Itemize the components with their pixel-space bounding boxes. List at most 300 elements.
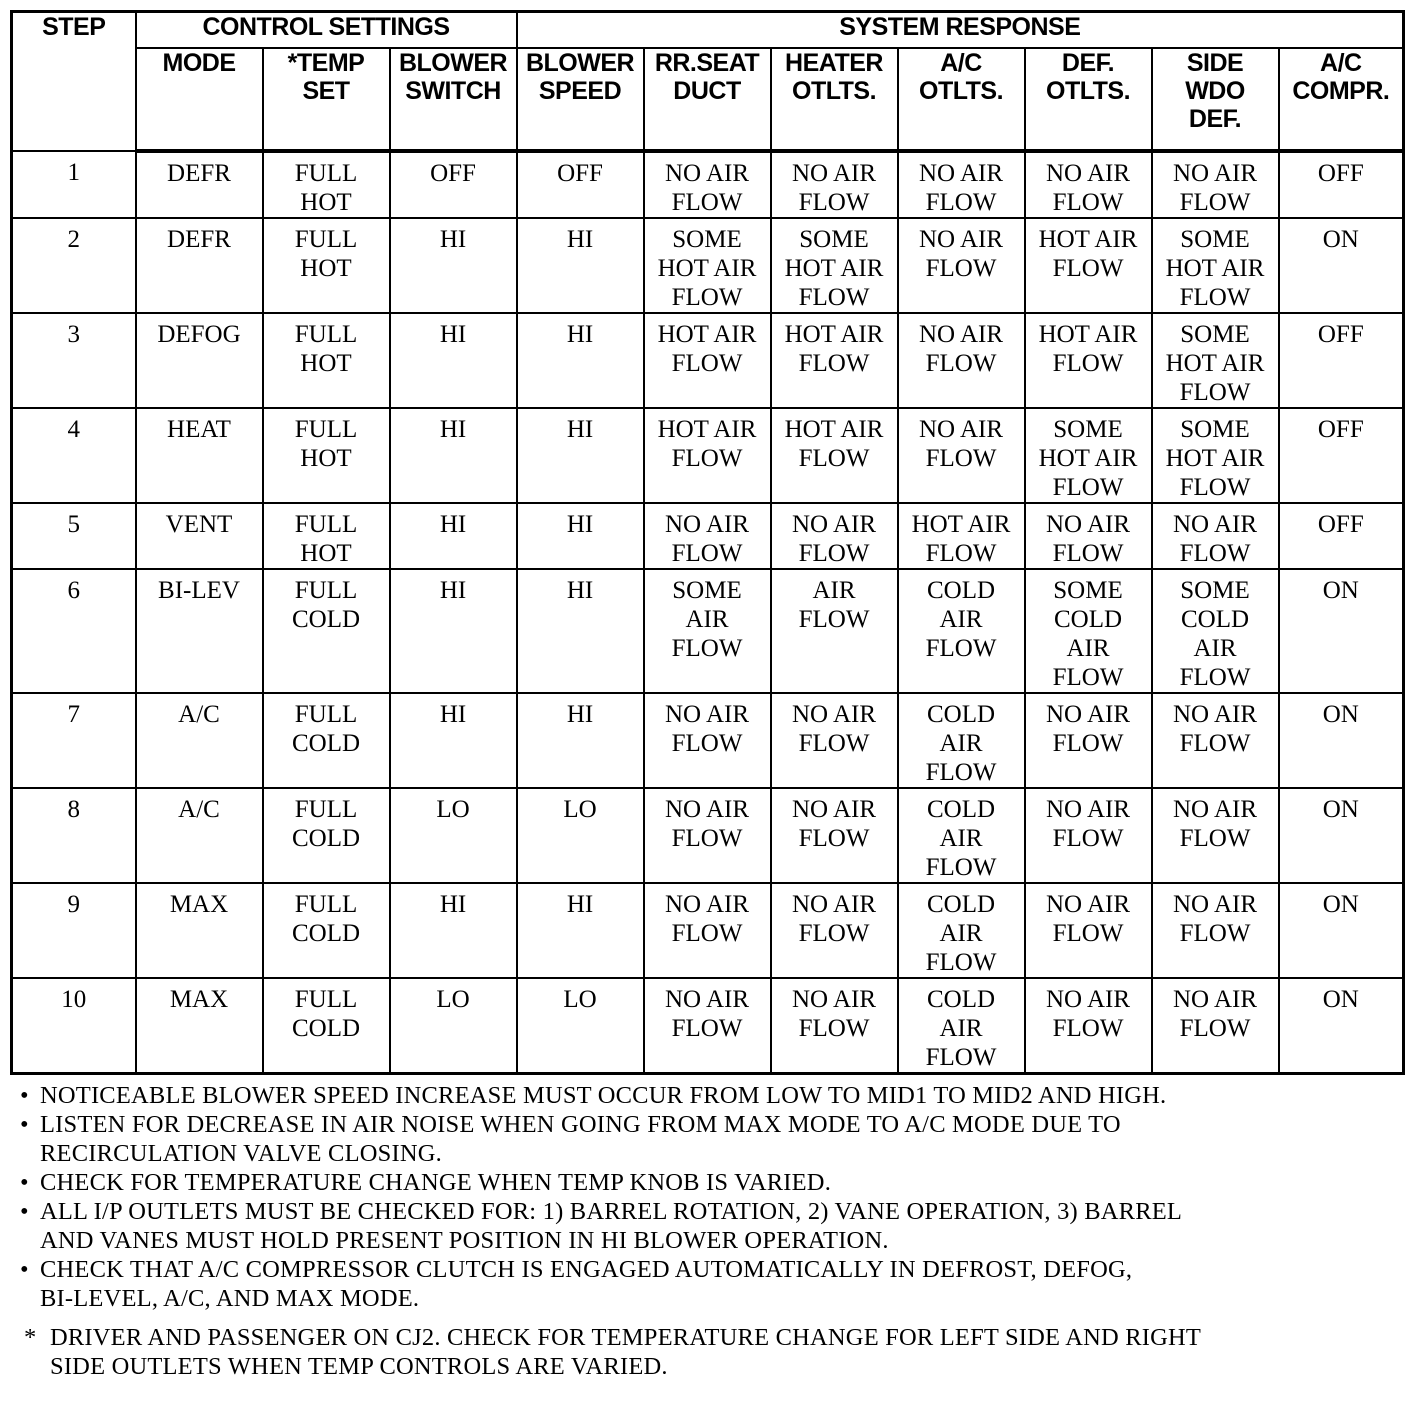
table-row (12, 503, 1404, 569)
cell-text-line: ON (1322, 701, 1359, 728)
cell-text-line: FULL (294, 986, 358, 1013)
cell-text-line: HOT (300, 540, 352, 567)
step-number-cell: 2 (12, 218, 136, 313)
cell-text-line: OFF (1317, 416, 1364, 443)
cell-text-line: SWITCH (405, 77, 501, 105)
cell-text-line: HI (439, 701, 467, 728)
rr-seat-duct-cell (644, 883, 771, 978)
cell-text-line: FULL (294, 701, 358, 728)
side-wdo-def-cell (1152, 883, 1279, 978)
cell-text-line: FLOW (925, 445, 997, 472)
cell-text-line: FLOW (1052, 825, 1124, 852)
cell-text-line: HI (566, 511, 594, 538)
cell-text-line: BLOWER (398, 49, 508, 77)
step-number-cell: 7 (12, 693, 136, 788)
heater-outlets-cell (771, 313, 898, 408)
heater-outlets-cell (771, 218, 898, 313)
cell-text-line: NO AIR (791, 891, 877, 918)
blower-speed-column-header (517, 48, 644, 151)
rr-seat-duct-cell (644, 569, 771, 693)
note-text-line: CHECK FOR TEMPERATURE CHANGE WHEN TEMP KNOB IS VARIED. (40, 1169, 832, 1196)
cell-text-line: HOT AIR (1038, 321, 1138, 348)
cell-text-line: COLD (926, 986, 996, 1013)
cell-text-line: DEF. (1061, 49, 1115, 77)
side-wdo-def-column-header (1152, 48, 1279, 151)
cell-text-line: HOT (300, 255, 352, 282)
table-row (12, 788, 1404, 883)
blower-speed-cell (517, 313, 644, 408)
cell-text-line: FULL (294, 577, 358, 604)
side-wdo-def-cell (1152, 218, 1279, 313)
cell-text-line: FLOW (671, 540, 743, 567)
mode-cell (136, 151, 263, 218)
cell-text-line: OFF (557, 160, 603, 187)
temp-set-cell (263, 313, 390, 408)
def-outlets-cell (1025, 408, 1152, 503)
cell-text-line: FLOW (671, 920, 743, 947)
cell-text-line: FLOW (798, 284, 870, 311)
cell-text-line: FLOW (1179, 920, 1251, 947)
cell-text-line: OFF (430, 160, 476, 187)
document-page (10, 10, 1404, 1381)
side-wdo-def-cell (1152, 503, 1279, 569)
ac-outlets-cell (898, 883, 1025, 978)
cell-text-line: ON (1322, 577, 1359, 604)
note-text-line: RECIRCULATION VALVE CLOSING. (40, 1140, 442, 1167)
heater-outlets-cell (771, 883, 898, 978)
cell-text-line: FLOW (925, 189, 997, 216)
cell-text-line: FLOW (671, 350, 743, 377)
ac-outlets-cell (898, 693, 1025, 788)
ac-compressor-cell (1279, 978, 1404, 1074)
cell-text-line: FLOW (798, 606, 870, 633)
cell-text-line: VENT (165, 511, 233, 538)
cell-text-line: HEATER (785, 49, 883, 77)
blower-switch-cell (390, 978, 517, 1074)
cell-text-line: NO AIR (791, 160, 877, 187)
blower-speed-cell (517, 151, 644, 218)
cell-text-line: FLOW (798, 540, 870, 567)
temp-set-column-header (263, 48, 390, 151)
cell-text-line: DEFOG (157, 321, 241, 348)
cell-text-line: SOME (1180, 416, 1250, 443)
cell-text-line: HOT AIR (657, 255, 757, 282)
cell-text-line: FULL (294, 416, 358, 443)
cell-text-line: NO AIR (918, 160, 1004, 187)
mode-cell (136, 313, 263, 408)
cell-text-line: FLOW (1052, 474, 1124, 501)
ac-outlets-cell (898, 408, 1025, 503)
cell-text-line: A/C (1320, 49, 1362, 77)
mode-cell (136, 408, 263, 503)
ac-outlets-cell (898, 978, 1025, 1074)
mode-cell (136, 788, 263, 883)
cell-text-line: FLOW (925, 540, 997, 567)
def-outlets-cell (1025, 788, 1152, 883)
cell-text-line: HOT AIR (784, 321, 884, 348)
blower-speed-cell (517, 978, 644, 1074)
cell-text-line: SOME (1180, 321, 1250, 348)
blower-switch-cell (390, 408, 517, 503)
mode-cell (136, 978, 263, 1074)
cell-text-line: FLOW (798, 825, 870, 852)
cell-text-line: FLOW (1052, 350, 1124, 377)
blower-switch-cell (390, 569, 517, 693)
cell-text-line: HI (566, 701, 594, 728)
cell-text-line: AIR (685, 606, 729, 633)
blower-speed-cell (517, 569, 644, 693)
cell-text-line: AIR (812, 577, 856, 604)
cell-text-line: HI (439, 511, 467, 538)
note-text-line: DRIVER AND PASSENGER ON CJ2. CHECK FOR TEMPERATURE CHANGE FOR LEFT SIDE AND RIGHT (50, 1324, 1202, 1351)
cell-text-line: NO AIR (791, 701, 877, 728)
cell-text-line: FLOW (1179, 540, 1251, 567)
ac-compressor-cell (1279, 883, 1404, 978)
cell-text-line: ON (1322, 226, 1359, 253)
rr-seat-duct-cell (644, 408, 771, 503)
def-outlets-cell (1025, 978, 1152, 1074)
ac-compressor-cell (1279, 218, 1404, 313)
cell-text-line: AIR (1066, 635, 1110, 662)
cell-text-line: NO AIR (918, 416, 1004, 443)
step-number-cell: 6 (12, 569, 136, 693)
cell-text-line: DEF. (1188, 105, 1242, 133)
cell-text-line: FULL (294, 226, 358, 253)
cell-text-line: FLOW (671, 189, 743, 216)
note-item (10, 1197, 1404, 1255)
blower-speed-cell (517, 408, 644, 503)
cell-text-line: NO AIR (1172, 891, 1258, 918)
cell-text-line: FLOW (925, 759, 997, 786)
cell-text-line: SIDE (1186, 49, 1244, 77)
side-wdo-def-cell (1152, 151, 1279, 218)
cell-text-line: OTLTS. (1046, 77, 1131, 105)
cell-text-line: OTLTS. (919, 77, 1004, 105)
blower-speed-cell (517, 693, 644, 788)
blower-speed-cell (517, 503, 644, 569)
cell-text-line: COLD (926, 701, 996, 728)
cell-text-line: NO AIR (664, 891, 750, 918)
cell-text-line: FLOW (1179, 474, 1251, 501)
cell-text-line: HI (439, 321, 467, 348)
cell-text-line: SPEED (538, 77, 622, 105)
mode-cell (136, 883, 263, 978)
cell-text-line: A/C (178, 701, 220, 728)
cell-text-line: FLOW (671, 730, 743, 757)
cell-text-line: NO AIR (664, 160, 750, 187)
bullet-marker: • (20, 1082, 29, 1109)
cell-text-line: FLOW (1179, 379, 1251, 406)
heater-outlets-column-header (771, 48, 898, 151)
cell-text-line: OFF (1317, 321, 1364, 348)
cell-text-line: NO AIR (791, 986, 877, 1013)
cell-text-line: HOT AIR (1165, 445, 1265, 472)
bullet-marker: • (20, 1256, 29, 1283)
ac-outlets-cell (898, 313, 1025, 408)
cell-text-line: FULL (294, 511, 358, 538)
cell-text-line: NO AIR (1172, 701, 1258, 728)
heater-outlets-cell (771, 788, 898, 883)
cell-text-line: COLD (1180, 606, 1250, 633)
bullet-marker: • (20, 1169, 29, 1196)
cell-text-line: *TEMP (287, 49, 365, 77)
heater-outlets-cell (771, 569, 898, 693)
blower-switch-cell (390, 883, 517, 978)
blower-switch-cell (390, 151, 517, 218)
cell-text-line: AIR (939, 1015, 983, 1042)
table-row (12, 408, 1404, 503)
cell-text-line: ON (1322, 986, 1359, 1013)
cell-text-line: MODE (162, 49, 236, 77)
cell-text-line: DUCT (673, 77, 741, 105)
cell-text-line: COMPR. (1292, 77, 1390, 105)
cell-text-line: NO AIR (1045, 796, 1131, 823)
header-row-columns (12, 48, 1404, 151)
cell-text-line: DEFR (167, 226, 231, 253)
cell-text-line: HI (439, 891, 467, 918)
mode-cell (136, 693, 263, 788)
cell-text-line: OFF (1317, 160, 1364, 187)
cell-text-line: WDO (1185, 77, 1245, 105)
temp-set-cell (263, 503, 390, 569)
temp-set-cell (263, 883, 390, 978)
note-item (10, 1081, 1404, 1110)
blower-speed-cell (517, 788, 644, 883)
cell-text-line: COLD (926, 796, 996, 823)
temp-set-cell (263, 978, 390, 1074)
rr-seat-duct-cell (644, 218, 771, 313)
cell-text-line: AIR (939, 730, 983, 757)
table-row (12, 313, 1404, 408)
cell-text-line: COLD (926, 577, 996, 604)
heater-outlets-cell (771, 408, 898, 503)
blower-speed-cell (517, 883, 644, 978)
cell-text-line: COLD (291, 606, 361, 633)
notes-list (10, 1081, 1404, 1381)
mode-cell (136, 218, 263, 313)
cell-text-line: DEFR (167, 160, 231, 187)
heater-outlets-cell (771, 503, 898, 569)
cell-text-line: BI-LEV (158, 577, 240, 604)
step-number-cell: 5 (12, 503, 136, 569)
cell-text-line: SOME (1053, 416, 1123, 443)
note-text-line: BI-LEVEL, A/C, AND MAX MODE. (40, 1285, 420, 1312)
table-row (12, 218, 1404, 313)
cell-text-line: FLOW (671, 284, 743, 311)
heater-outlets-cell (771, 151, 898, 218)
cell-text-line: HOT AIR (784, 255, 884, 282)
def-outlets-column-header (1025, 48, 1152, 151)
blower-switch-cell (390, 693, 517, 788)
cell-text-line: LO (436, 796, 470, 823)
cell-text-line: NO AIR (1045, 986, 1131, 1013)
cell-text-line: NO AIR (791, 796, 877, 823)
blower-speed-cell (517, 218, 644, 313)
header-row-groups (12, 12, 1404, 49)
side-wdo-def-cell (1152, 788, 1279, 883)
cell-text-line: FULL (294, 160, 358, 187)
cell-text-line: FLOW (798, 1015, 870, 1042)
cell-text-line: NO AIR (918, 321, 1004, 348)
ac-compressor-cell (1279, 408, 1404, 503)
cell-text-line: FLOW (925, 255, 997, 282)
cell-text-line: COLD (291, 920, 361, 947)
cell-text-line: LO (436, 986, 470, 1013)
blower-switch-cell (390, 313, 517, 408)
system-response-header: SYSTEM RESPONSE (517, 12, 1404, 49)
cell-text-line: HI (566, 416, 594, 443)
table-row (12, 569, 1404, 693)
cell-text-line: BLOWER (525, 49, 635, 77)
cell-text-line: SOME (672, 226, 742, 253)
cell-text-line: FULL (294, 891, 358, 918)
cell-text-line: NO AIR (1172, 511, 1258, 538)
cell-text-line: FLOW (671, 445, 743, 472)
step-number-cell: 9 (12, 883, 136, 978)
cell-text-line: COLD (291, 1015, 361, 1042)
cell-text-line: HOT (300, 189, 352, 216)
cell-text-line: FLOW (1052, 255, 1124, 282)
cell-text-line: NO AIR (791, 511, 877, 538)
note-text-line: ALL I/P OUTLETS MUST BE CHECKED FOR: 1) BARREL ROTATION, 2) VANE OPERATION, 3) BARREL (40, 1198, 1183, 1225)
rr-seat-duct-cell (644, 978, 771, 1074)
cell-text-line: HOT AIR (657, 321, 757, 348)
side-wdo-def-cell (1152, 978, 1279, 1074)
cell-text-line: AIR (1193, 635, 1237, 662)
cell-text-line: HI (439, 577, 467, 604)
rr-seat-duct-cell (644, 693, 771, 788)
cell-text-line: HOT AIR (1165, 350, 1265, 377)
note-item (10, 1110, 1404, 1168)
cell-text-line: FLOW (798, 350, 870, 377)
mode-cell (136, 569, 263, 693)
ac-outlets-cell (898, 151, 1025, 218)
cell-text-line: FLOW (925, 854, 997, 881)
cell-text-line: NO AIR (1045, 160, 1131, 187)
cell-text-line: NO AIR (1045, 701, 1131, 728)
ac-compressor-cell (1279, 503, 1404, 569)
cell-text-line: SOME (1180, 226, 1250, 253)
cell-text-line: LO (563, 796, 597, 823)
step-number-cell: 4 (12, 408, 136, 503)
table-row (12, 978, 1404, 1074)
note-text-line: CHECK THAT A/C COMPRESSOR CLUTCH IS ENGAGED AUTOMATICALLY IN DEFROST, DEFOG, (40, 1256, 1133, 1283)
ac-compressor-cell (1279, 313, 1404, 408)
cell-text-line: HI (439, 226, 467, 253)
cell-text-line: AIR (939, 920, 983, 947)
cell-text-line: FLOW (1179, 284, 1251, 311)
cell-text-line: ON (1322, 891, 1359, 918)
cell-text-line: NO AIR (918, 226, 1004, 253)
note-text-line: LISTEN FOR DECREASE IN AIR NOISE WHEN GOING FROM MAX MODE TO A/C MODE DUE TO (40, 1111, 1121, 1138)
cell-text-line: NO AIR (1172, 986, 1258, 1013)
table-row (12, 693, 1404, 788)
rr-seat-duct-cell (644, 151, 771, 218)
cell-text-line: HOT (300, 350, 352, 377)
cell-text-line: NO AIR (1045, 511, 1131, 538)
step-number-cell: 3 (12, 313, 136, 408)
cell-text-line: NO AIR (664, 986, 750, 1013)
table-body (12, 151, 1404, 1074)
cell-text-line: COLD (291, 825, 361, 852)
cell-text-line: FLOW (798, 920, 870, 947)
cell-text-line: SET (302, 77, 350, 105)
cell-text-line: FLOW (925, 635, 997, 662)
cell-text-line: NO AIR (664, 796, 750, 823)
rr-seat-duct-cell (644, 503, 771, 569)
cell-text-line: HEAT (167, 416, 231, 443)
cell-text-line: HOT AIR (1038, 445, 1138, 472)
bullet-marker: • (20, 1111, 29, 1138)
note-item (10, 1168, 1404, 1197)
temp-set-cell (263, 569, 390, 693)
cell-text-line: FLOW (671, 825, 743, 852)
cell-text-line: FULL (294, 321, 358, 348)
cell-text-line: HI (566, 577, 594, 604)
cell-text-line: HI (439, 416, 467, 443)
cell-text-line: HOT AIR (911, 511, 1011, 538)
heater-outlets-cell (771, 978, 898, 1074)
def-outlets-cell (1025, 883, 1152, 978)
cell-text-line: NO AIR (664, 511, 750, 538)
note-item (10, 1255, 1404, 1313)
table-row (12, 151, 1404, 218)
ac-outlets-cell (898, 788, 1025, 883)
cell-text-line: NO AIR (1045, 891, 1131, 918)
cell-text-line: COLD (926, 891, 996, 918)
cell-text-line: SOME (672, 577, 742, 604)
blower-switch-cell (390, 218, 517, 313)
temp-set-cell (263, 788, 390, 883)
def-outlets-cell (1025, 151, 1152, 218)
note-text-line: NOTICEABLE BLOWER SPEED INCREASE MUST OCCUR FROM LOW TO MID1 TO MID2 AND HIGH. (40, 1082, 1167, 1109)
cell-text-line: A/C (940, 49, 982, 77)
blower-switch-column-header (390, 48, 517, 151)
cell-text-line: FLOW (925, 1044, 997, 1071)
cell-text-line: FLOW (1179, 189, 1251, 216)
cell-text-line: COLD (1053, 606, 1123, 633)
cell-text-line: COLD (291, 730, 361, 757)
rr-seat-duct-cell (644, 313, 771, 408)
cell-text-line: LO (563, 986, 597, 1013)
heater-outlets-cell (771, 693, 898, 788)
cell-text-line: FLOW (798, 189, 870, 216)
step-number-cell: 1 (12, 151, 136, 218)
cell-text-line: FLOW (1052, 1015, 1124, 1042)
asterisk-marker: * (24, 1324, 37, 1351)
cell-text-line: NO AIR (1172, 796, 1258, 823)
bullet-marker: • (20, 1198, 29, 1225)
cell-text-line: SOME (1180, 577, 1250, 604)
cell-text-line: FLOW (1052, 189, 1124, 216)
ac-outlets-cell (898, 218, 1025, 313)
cell-text-line: FLOW (1179, 1015, 1251, 1042)
step-number-cell: 8 (12, 788, 136, 883)
cell-text-line: FLOW (671, 635, 743, 662)
ac-compressor-column-header (1279, 48, 1404, 151)
def-outlets-cell (1025, 218, 1152, 313)
cell-text-line: FLOW (925, 949, 997, 976)
cell-text-line: FLOW (671, 1015, 743, 1042)
def-outlets-cell (1025, 693, 1152, 788)
table-row (12, 883, 1404, 978)
cell-text-line: NO AIR (664, 701, 750, 728)
ac-compressor-cell (1279, 693, 1404, 788)
cell-text-line: FLOW (1179, 730, 1251, 757)
blower-switch-cell (390, 788, 517, 883)
cell-text-line: HI (566, 321, 594, 348)
step-header: STEP (12, 12, 136, 152)
